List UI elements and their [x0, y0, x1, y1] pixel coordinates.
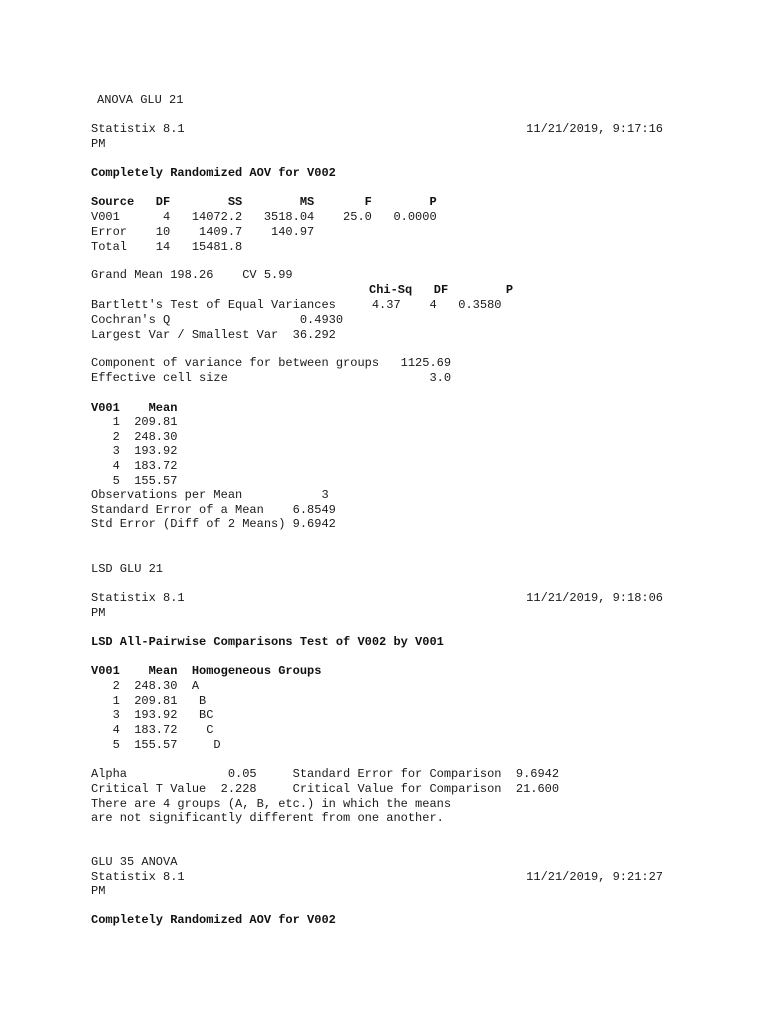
anova-table-row: Total 14 15481.8: [91, 240, 243, 254]
timestamp: 11/21/2019, 9:18:06: [526, 591, 663, 605]
analysis-heading: Completely Randomized AOV for V002: [91, 913, 336, 927]
standard-error-diff: Std Error (Diff of 2 Means) 9.6942: [91, 517, 336, 531]
anova-table-row: Error 10 1409.7 140.97: [91, 225, 315, 239]
analysis-heading: LSD All-Pairwise Comparisons Test of V002 by V001: [91, 635, 444, 649]
anova-table-header: Source DF SS MS F P: [91, 195, 437, 209]
groups-table-row: 4 183.72 C: [91, 723, 214, 737]
analysis-heading: Completely Randomized AOV for V002: [91, 166, 336, 180]
groups-table-header: V001 Mean Homogeneous Groups: [91, 664, 322, 678]
groups-table-row: 5 155.57 D: [91, 738, 221, 752]
observations-per-mean: Observations per Mean 3: [91, 488, 329, 502]
means-table-row: 3 193.92: [91, 444, 178, 458]
section-title: LSD GLU 21: [91, 562, 164, 576]
timestamp: 11/21/2019, 9:21:27: [526, 870, 663, 884]
variance-test-row: Largest Var / Smallest Var 36.292: [91, 328, 336, 342]
means-table-header: V001 Mean: [91, 401, 178, 415]
means-table-row: 2 248.30: [91, 430, 178, 444]
section-title: ANOVA GLU 21: [97, 93, 184, 107]
variance-test-header: Chi-Sq DF P: [369, 283, 514, 297]
grand-mean-line: Grand Mean 198.26 CV 5.99: [91, 268, 293, 282]
alpha-line: Alpha 0.05 Standard Error for Comparison 9.6942: [91, 767, 560, 781]
timestamp: 11/21/2019, 9:17:16: [526, 122, 663, 136]
means-table-row: 4 183.72: [91, 459, 178, 473]
groups-table-row: 3 193.92 BC: [91, 708, 214, 722]
means-table-row: 1 209.81: [91, 415, 178, 429]
timestamp-period: PM: [91, 884, 106, 898]
software-name: Statistix 8.1: [91, 122, 185, 136]
anova-table-row: V001 4 14072.2 3518.04 25.0 0.0000: [91, 210, 437, 224]
section-title: GLU 35 ANOVA: [91, 855, 178, 869]
variance-test-row: Bartlett's Test of Equal Variances 4.37 4 0.3580: [91, 298, 502, 312]
groups-note: There are 4 groups (A, B, etc.) in which the means: [91, 797, 452, 811]
groups-table-row: 2 248.30 A: [91, 679, 200, 693]
effective-cell-size-line: Effective cell size 3.0: [91, 371, 452, 385]
component-variance-line: Component of variance for between groups 1125.69: [91, 356, 452, 370]
groups-table-row: 1 209.81 B: [91, 694, 207, 708]
critical-value-line: Critical T Value 2.228 Critical Value for Comparison 21.600: [91, 782, 560, 796]
software-name: Statistix 8.1: [91, 591, 185, 605]
standard-error-mean: Standard Error of a Mean 6.8549: [91, 503, 336, 517]
groups-note: are not significantly different from one another.: [91, 811, 444, 825]
timestamp-period: PM: [91, 137, 106, 151]
software-name: Statistix 8.1: [91, 870, 185, 884]
variance-test-row: Cochran's Q 0.4930: [91, 313, 344, 327]
means-table-row: 5 155.57: [91, 474, 178, 488]
timestamp-period: PM: [91, 606, 106, 620]
